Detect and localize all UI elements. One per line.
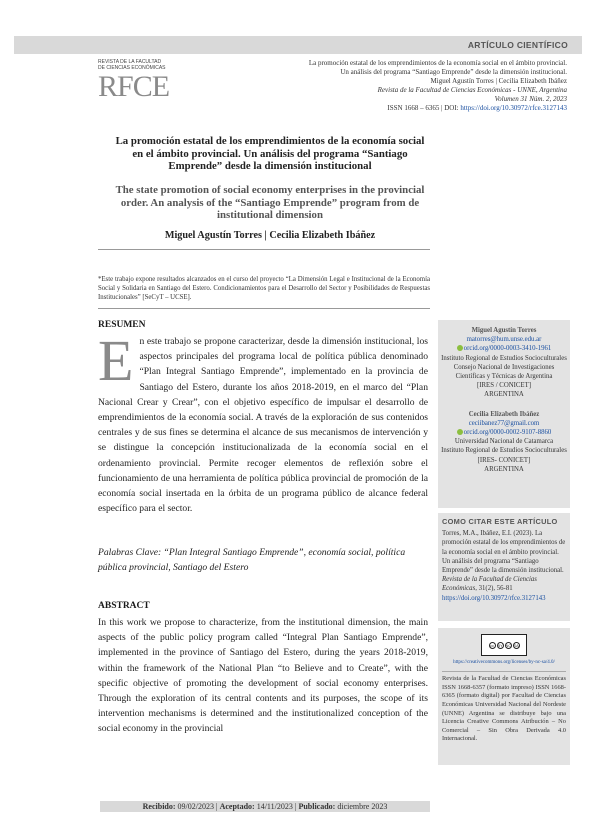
- received-date: 09/02/2023 |: [175, 802, 220, 811]
- license-text: Revista de la Facultad de Ciencias Económicas ISSN 1668-6357 (formato impreso) ISSN 1668-6365 (formato digital) por Facultad de Ciencias Económicas Universidad Nacional del Nordeste (UNNE) Argentina se distribuye bajo una Licencia Creative Commons Atribución – No Comercial – Sin Obra Derivada 4.0 Internacional.: [442, 675, 566, 743]
- accepted-date: 14/11/2023 |: [254, 802, 299, 811]
- cite-journal: Revista de la Facultad de Ciencias Económicas: [442, 576, 537, 593]
- author1-aff-1: Instituto Regional de Estudios Socioculturales: [441, 354, 567, 362]
- sa-icon: SA: [513, 642, 519, 648]
- author1-name: Miguel Agustín Torres: [471, 327, 537, 334]
- author2-name: Cecilia Elizabeth Ibáñez: [468, 410, 540, 418]
- divider: [442, 671, 566, 672]
- received-label: Recibido:: [142, 802, 176, 811]
- logo-text-1: REVISTA DE LA FACULTAD: [98, 59, 162, 65]
- cite-volume: , 31(2), 56-81: [475, 585, 513, 593]
- license-url[interactable]: https://creativecommons.org/licenses/by-nc-sa/4.0/: [453, 660, 555, 665]
- cc-icon: cc: [490, 642, 494, 648]
- ref-line-1: La promoción estatal de los emprendimientos de la economía social en el ámbito provincial.: [308, 59, 567, 67]
- accepted-label: Aceptado:: [219, 802, 255, 811]
- creative-commons-badge[interactable]: [481, 634, 527, 656]
- orcid-icon: [457, 345, 463, 351]
- resumen-heading: RESUMEN: [98, 320, 146, 330]
- author1-aff-2: Consejo Nacional de Investigaciones: [453, 363, 555, 371]
- drop-cap: E: [98, 328, 134, 393]
- by-icon: BY: [497, 642, 503, 648]
- author-info-box: [438, 320, 570, 508]
- author1-email-link[interactable]: matorres@hum.unse.edu.ar: [466, 336, 542, 344]
- author2-email-link[interactable]: ceciibanez77@gmail.com: [468, 419, 540, 427]
- author2-aff-2: Instituto Regional de Estudios Socioculturales: [441, 447, 567, 455]
- citation-box: [438, 513, 570, 621]
- keywords: Palabras Clave: “Plan Integral Santiago Emprende”, economía social, política pública provincial, Santiago del Estero: [98, 547, 406, 574]
- cite-body: Torres, M.A., Ibáñez, E.I. (2023). La promoción estatal de los emprendimientos de la economía social en el ámbito provincial. Un análisis del programa “Santiago Emprende” desde la dimensión institucional. Revista de la Facultad de Ciencias Económicas, 31(2), 56-81: [442, 530, 566, 593]
- author1-aff-3: Científicas y Técnicas de Argentina: [455, 373, 553, 381]
- abstract-heading: ABSTRACT: [98, 601, 150, 611]
- section-label: ARTÍCULO CIENTÍFICO: [467, 40, 568, 50]
- orcid-icon: [457, 429, 463, 435]
- author2-aff-4: ARGENTINA: [484, 465, 524, 473]
- title-english: The state promotion of social economy enterprises in the provincial order. An analysis of the “Santiago Emprende” program from de institutional dimension: [115, 184, 425, 221]
- author2-orcid-link[interactable]: orcid.org/0000-0002-9107-8860: [438, 428, 570, 437]
- author1-orcid-link[interactable]: orcid.org/0000-0003-3410-1961: [438, 344, 570, 353]
- author2-aff-1: Universidad Nacional de Catamarca: [454, 438, 554, 446]
- ref-line-2: Un análisis del programa “Santiago Emprende” desde la dimensión institucional.: [340, 68, 567, 76]
- author1-aff-4: [IRES / CONICET]: [477, 382, 531, 390]
- title-spanish: La promoción estatal de los emprendimientos de la economía social en el ámbito provincial. Un análisis del programa “Santiago Emprende” desde la dimensión institucional: [115, 135, 425, 172]
- section-label-bar: [14, 36, 582, 54]
- ref-line-3: Miguel Agustín Torres | Cecilia Elizabeth Ibáñez: [430, 77, 567, 85]
- cite-heading: COMO CITAR ESTE ARTÍCULO: [442, 517, 558, 526]
- author1-aff-5: ARGENTINA: [484, 391, 524, 399]
- logo-acronym: RFCE: [98, 70, 170, 103]
- resumen-text: n este trabajo se propone caracterizar, desde la dimensión institucional, los aspectos principales del programa local de política pública denominado “Plan Integral Santiago Emprende”, implementado en la provincia de Santiago del Estero, durante los años 2018-2019, en el marco del “Plan Nacional Crear y Crear”, con el objetivo específico de impulsar el desarrollo de emprendimientos de la economía social. A través de la exploración de sus contenidos centrales y de sus fines se determina el alcance de sus mecanismos de intervención y se distingue la concepción institucionalizada de la economía social en el ordenamiento provincial. Permite recoger elementos de reflexión sobre el funcionamiento de una herramienta de política pública provincial de promoción de la economía social insertada en la órbita de un programa público de alcance federal específico para el sector.: [98, 336, 428, 515]
- project-footnote: *Este trabajo expone resultados alcanzados en el curso del proyecto “La Dimensión Legal e Institucional de la Economía Social y Solidaria en Santiago del Estero. Condicionamientos para el Desarrollo del Sector y Posibilidades de Respuestas Institucionales” [SeCyT – UCSE].: [98, 276, 430, 302]
- published-date: diciembre 2023: [335, 802, 388, 811]
- license-box: [438, 628, 570, 765]
- abstract-text: In this work we propose to characterize, from the institutional dimension, the main aspects of the public policy program called “Integral Plan Santiago Emprende”, implemented in the province of Santiago del Estero, during the years 2018-2019, within the framework of the National Plan “to Believe and to Create”, with the specific objective of promoting the development of social economy enterprises. Through the exploration of its central contents and its purposes, the scope of its intervention mechanisms is determined and the institutionalized conception of the social economy in the provincial: [98, 617, 428, 735]
- author2-aff-3: [IRES- CONICET]: [477, 456, 531, 464]
- issn-doi-line: [267, 104, 567, 113]
- header-doi-link[interactable]: https://doi.org/10.30972/rfce.3127143: [460, 104, 567, 112]
- nc-icon: NC: [505, 642, 512, 648]
- divider: [98, 308, 430, 309]
- ref-line-5: Volumen 31 Núm. 2, 2023: [494, 95, 567, 103]
- ref-line-4: Revista de la Facultad de Ciencias Económicas - UNNE, Argentina: [377, 86, 567, 94]
- divider: [98, 249, 430, 250]
- cite-doi-link[interactable]: https://doi.org/10.30972/rfce.3127143: [442, 594, 546, 602]
- published-label: Publicado:: [298, 802, 336, 811]
- resumen-body: [98, 328, 428, 516]
- running-header: [267, 59, 567, 113]
- logo-text-2: DE CIENCIAS ECONÓMICAS: [98, 65, 166, 71]
- journal-logo: [98, 59, 180, 102]
- issn: ISSN 1668 – 6365 | DOI:: [387, 104, 461, 112]
- authors-line: Miguel Agustín Torres | Cecilia Elizabeth Ibáñez: [164, 230, 376, 241]
- dates-bar: [100, 801, 430, 812]
